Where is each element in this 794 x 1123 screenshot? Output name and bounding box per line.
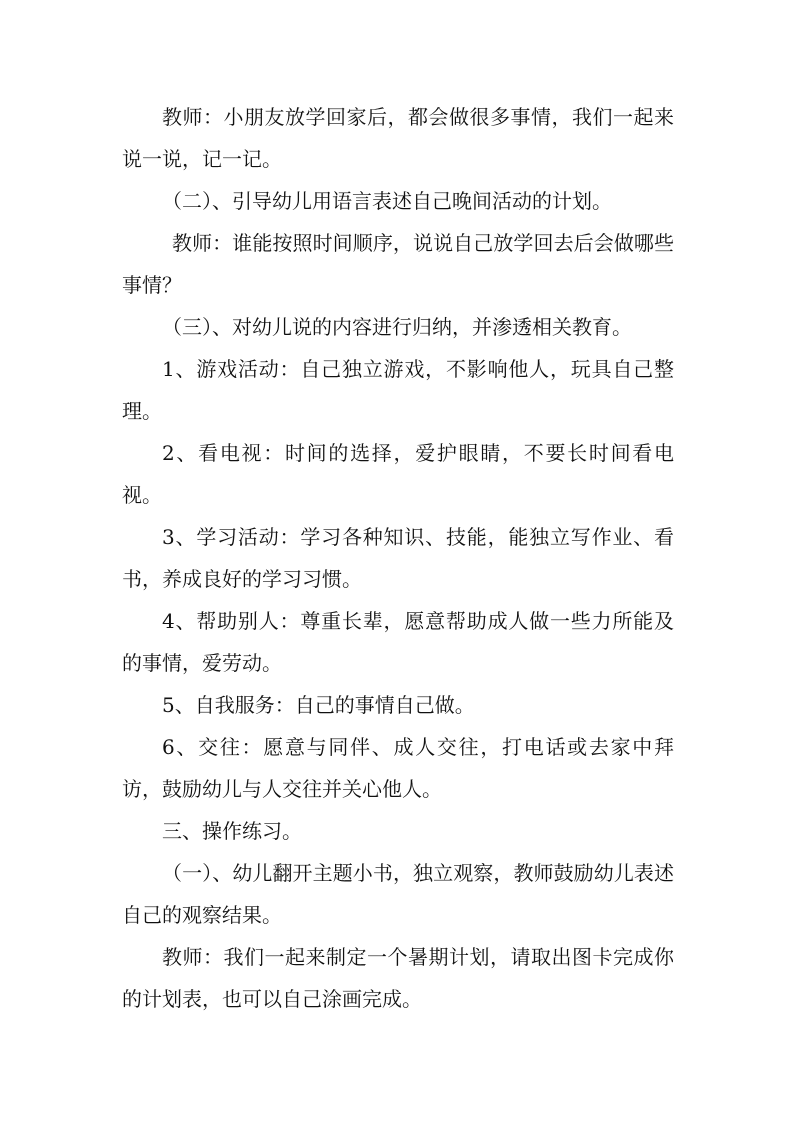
paragraph-teacher-summer-plan: 教师：我们一起来制定一个暑期计划，请取出图卡完成你的计划表，也可以自己涂画完成。 xyxy=(122,945,674,1011)
list-item-self-service: 5、自我服务：自己的事情自己做。 xyxy=(162,693,475,717)
paragraph-section-three: （三）、对幼儿说的内容进行归纳，并渗透相关教育。 xyxy=(162,315,632,339)
document-body xyxy=(122,96,674,1020)
section-heading-practice: 三、操作练习。 xyxy=(162,819,302,843)
list-item-social: 6、交往：愿意与同伴、成人交往，打电话或去家中拜访，鼓励幼儿与人交往并关心他人。 xyxy=(122,735,674,801)
list-item-watch-tv: 2、看电视：时间的选择，爱护眼睛，不要长时间看电视。 xyxy=(122,441,674,507)
paragraph-section-two: （二）、引导幼儿用语言表述自己晚间活动的计划。 xyxy=(162,189,612,213)
list-item-game-activity: 1、游戏活动：自己独立游戏，不影响他人，玩具自己整理。 xyxy=(122,357,674,423)
list-item-help-others: 4、帮助别人：尊重长辈，愿意帮助成人做一些力所能及的事情，爱劳动。 xyxy=(122,609,674,675)
list-item-study-activity: 3、学习活动：学习各种知识、技能，能独立写作业、看书，养成良好的学习习惯。 xyxy=(122,525,674,591)
paragraph-teacher-intro: 教师：小朋友放学回家后，都会做很多事情，我们一起来说一说，记一记。 xyxy=(122,105,674,171)
paragraph-section-one: （一）、幼儿翻开主题小书，独立观察，教师鼓励幼儿表述自己的观察结果。 xyxy=(122,861,674,927)
paragraph-teacher-question: 教师：谁能按照时间顺序，说说自己放学回去后会做哪些事情？ xyxy=(122,231,674,297)
